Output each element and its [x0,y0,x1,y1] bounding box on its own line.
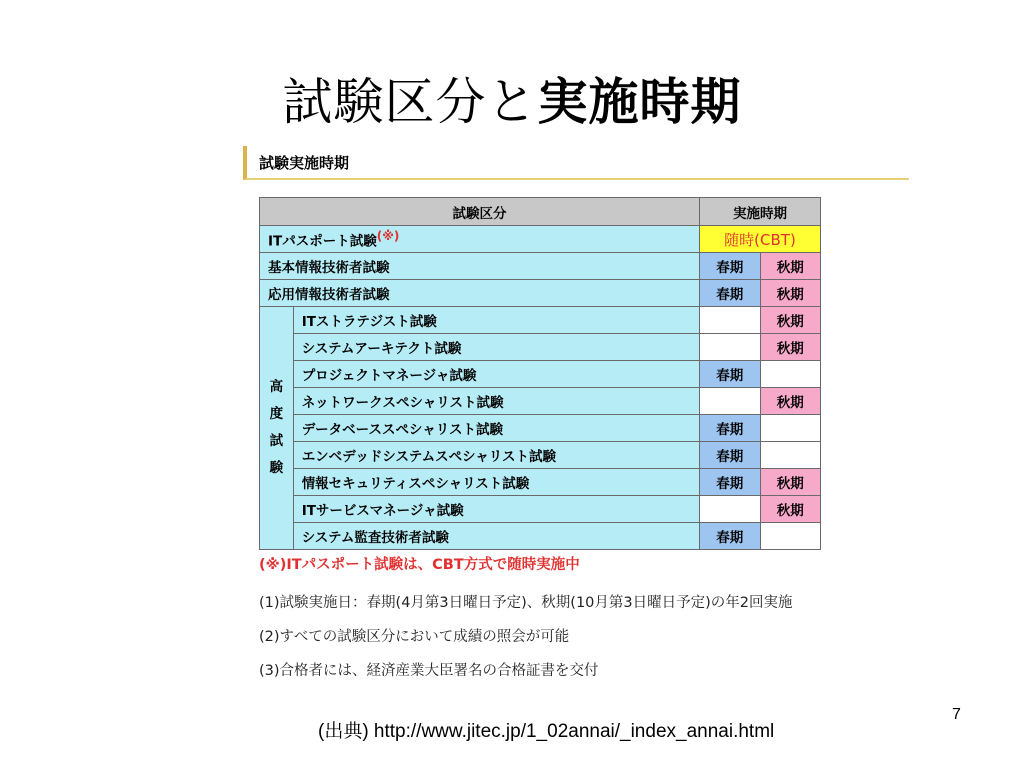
exam-name: エンベデッドシステムスペシャリスト試験 [293,442,699,469]
exam-name: システムアーキテクト試験 [293,334,699,361]
autumn-cell: 秋期 [760,307,821,334]
slide-title-part2: 実施時期 [537,73,742,131]
autumn-cell: 秋期 [760,469,821,496]
table-row [260,469,821,496]
exam-name: プロジェクトマネージャ試験 [293,361,699,388]
note-exam-dates: (1)試験実施日：春期(4月第3日曜日予定)、秋期(10月第3日曜日予定)の年2回実施 [259,595,793,611]
table-row [260,415,821,442]
cbt-period-cell: 随時(CBT) [700,226,821,253]
exam-name-cell [260,226,700,253]
exam-name: データベーススペシャリスト試験 [293,415,699,442]
slide-title-part1: 試験区分と [282,73,538,131]
table-row [260,388,821,415]
table-row [260,496,821,523]
section-heading-label: 試験実施時期 [259,154,350,172]
advanced-label-char: 験 [269,460,284,476]
autumn-cell [760,415,821,442]
exam-name: ITサービスマネージャ試験 [293,496,699,523]
exam-name: ITパスポート試験 [268,233,377,250]
exam-name: 応用情報技術者試験 [260,280,700,307]
spring-cell: 春期 [700,523,761,550]
spring-cell: 春期 [700,442,761,469]
spring-cell [700,388,761,415]
exam-name: ITストラテジスト試験 [293,307,699,334]
table-row [260,280,821,307]
table-row [260,523,821,550]
slide-title [0,62,1024,134]
table-row [260,334,821,361]
autumn-cell: 秋期 [760,280,821,307]
autumn-cell: 秋期 [760,388,821,415]
spring-cell: 春期 [700,469,761,496]
spring-cell: 春期 [700,361,761,388]
autumn-cell: 秋期 [760,496,821,523]
table-header-row [260,198,821,226]
exam-name: ネットワークスペシャリスト試験 [293,388,699,415]
autumn-cell [760,361,821,388]
spring-cell [700,307,761,334]
spring-cell: 春期 [700,253,761,280]
exam-name: 基本情報技術者試験 [260,253,700,280]
autumn-cell [760,442,821,469]
page-number: 7 [952,706,961,723]
autumn-cell [760,523,821,550]
autumn-cell: 秋期 [760,253,821,280]
spring-cell: 春期 [700,415,761,442]
exam-name: システム監査技術者試験 [293,523,699,550]
header-category: 試験区分 [260,198,700,226]
cbt-note: (※)ITパスポート試験は、CBT方式で随時実施中 [259,557,580,573]
table-row [260,442,821,469]
advanced-label-char: 度 [269,406,284,422]
table-row [260,226,821,253]
advanced-label-char: 試 [269,433,284,449]
note-mark: (※) [376,228,400,243]
note-certificate: (3)合格者には、経済産業大臣署名の合格証書を交付 [259,663,599,679]
header-period: 実施時期 [700,198,821,226]
spring-cell: 春期 [700,280,761,307]
section-heading [243,146,909,180]
note-score-inquiry: (2)すべての試験区分において成績の照会が可能 [259,629,570,645]
exam-schedule-table [259,197,821,550]
autumn-cell: 秋期 [760,334,821,361]
spring-cell [700,334,761,361]
table-row [260,253,821,280]
exam-name: 情報セキュリティスペシャリスト試験 [293,469,699,496]
spring-cell [700,496,761,523]
source-citation: (出典) http://www.jitec.jp/1_02annai/_index_annai.html [318,721,775,742]
table-row [260,307,821,334]
table-row [260,361,821,388]
advanced-label-char: 高 [269,379,284,395]
advanced-exam-label [260,307,294,550]
